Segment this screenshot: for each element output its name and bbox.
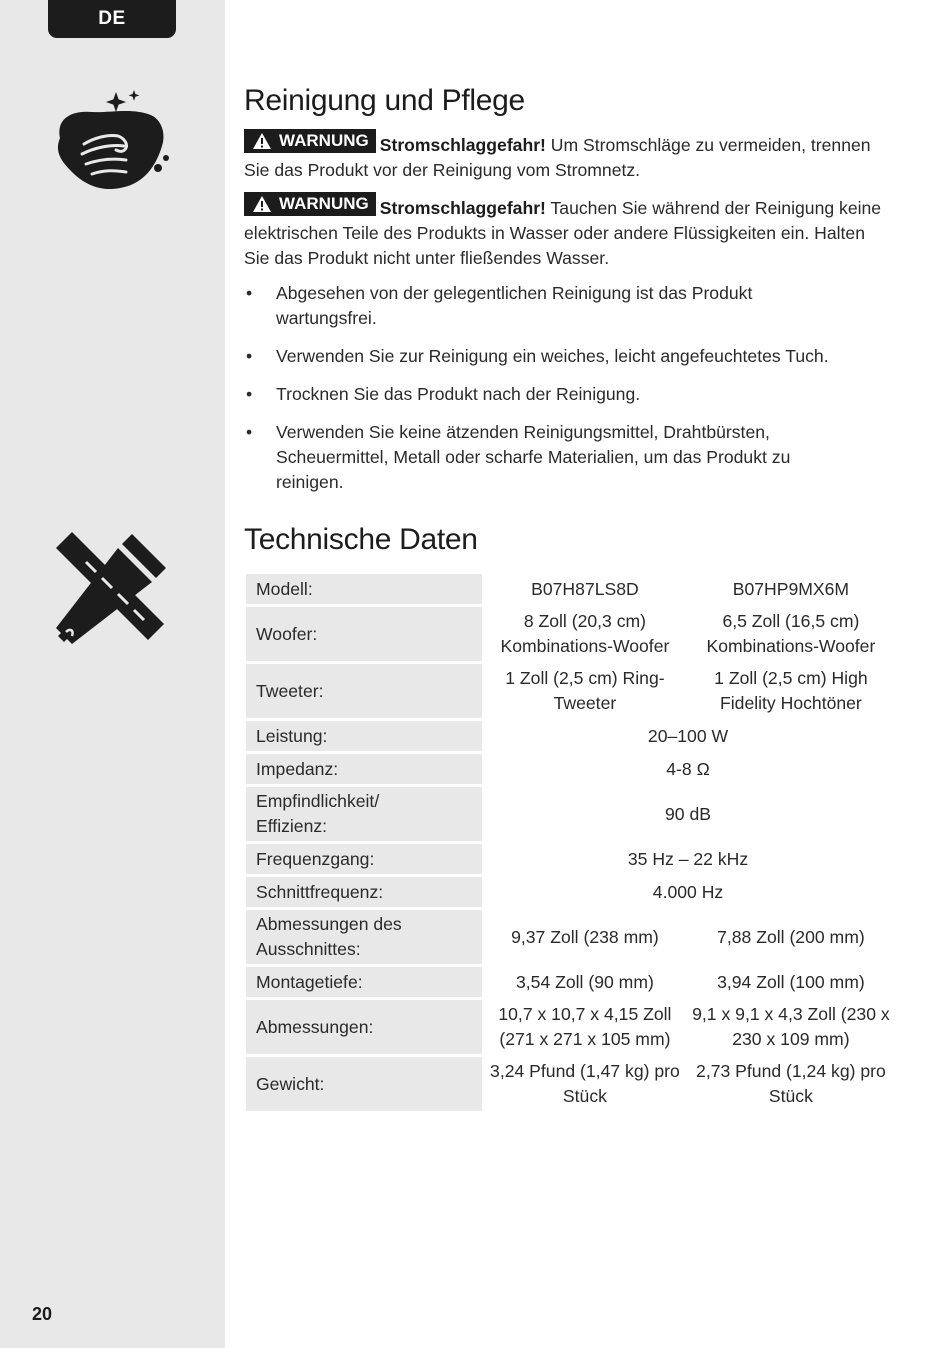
cell-model-a: 10,7 x 10,7 x 4,15 Zoll (271 x 271 x 105 mm) (498, 1004, 672, 1049)
table-row (244, 1057, 894, 1111)
cell-shared: 90 dB (665, 803, 711, 824)
warning-heading: Stromschlaggefahr! (379, 198, 546, 218)
bullet-marker: • (246, 384, 253, 404)
cell-model-b: 3,94 Zoll (100 mm) (717, 971, 865, 992)
warning-text: Tauchen Sie während der Reinigung keine elektrischen Teile des Produkts in Wasser oder andere Flüssigkeiten ein. Halten Sie das Produkt nicht unter fließendes Wasser. (244, 198, 882, 268)
cell-shared: 4.000 Hz (652, 881, 724, 902)
warning-label: WARNUNG (279, 131, 369, 150)
table-row (244, 1000, 894, 1054)
list-item (244, 281, 821, 331)
cell-model-b: B07HP9MX6M (732, 578, 850, 599)
table-row (244, 910, 894, 964)
warning-label: WARNUNG (279, 194, 369, 213)
warning-triangle-icon (252, 195, 272, 213)
list-item (244, 344, 894, 369)
warning-block-1 (244, 129, 889, 183)
cell-shared: 35 Hz – 22 kHz (627, 848, 749, 869)
row-label: Abmessungen des Ausschnittes: (244, 910, 482, 964)
cell-model-b: 7,88 Zoll (200 mm) (717, 926, 865, 947)
cell-model-b: 6,5 Zoll (16,5 cm) Kombinations-Woofer (706, 611, 876, 656)
cleaning-cloth-icon (50, 88, 174, 192)
cell-model-b: 2,73 Pfund (1,24 kg) pro Stück (696, 1061, 886, 1106)
table-row (244, 967, 894, 997)
specs-title: Technische Daten (244, 523, 478, 556)
table-row (244, 664, 894, 718)
list-item (244, 420, 838, 495)
row-label: Empfindlichkeit/ Effizienz: (244, 787, 482, 841)
sidebar (0, 0, 225, 1348)
row-label: Modell: (244, 574, 482, 604)
care-bullet-list (244, 281, 894, 508)
table-row (244, 787, 894, 841)
warning-badge (244, 129, 376, 153)
warning-text: Um Stromschläge zu vermeiden, trennen Sie das Produkt vor der Reinigung vom Stromnetz. (244, 135, 871, 180)
bullet-marker: • (246, 346, 253, 366)
cell-model-a: B07H87LS8D (531, 578, 639, 599)
list-item-text: Abgesehen von der gelegentlichen Reinigung ist das Produkt wartungsfrei. (276, 283, 753, 328)
row-label: Impedanz: (244, 754, 482, 784)
list-item-text: Trocknen Sie das Produkt nach der Reinigung. (276, 384, 641, 404)
row-label: Tweeter: (244, 664, 482, 718)
table-row (244, 574, 894, 604)
row-label: Gewicht: (244, 1057, 482, 1111)
cell-model-a: 1 Zoll (2,5 cm) Ring-Tweeter (505, 668, 665, 713)
row-label: Montagetiefe: (244, 967, 482, 997)
row-label: Schnittfrequenz: (244, 877, 482, 907)
bullet-marker: • (246, 422, 253, 442)
cell-model-b: 1 Zoll (2,5 cm) High Fidelity Hochtöner (714, 668, 868, 713)
warning-badge (244, 192, 376, 216)
list-item (244, 382, 894, 407)
table-row (244, 754, 894, 784)
cell-model-b: 9,1 x 9,1 x 4,3 Zoll (230 x 230 x 109 mm) (692, 1004, 890, 1049)
table-row (244, 721, 894, 751)
row-label: Abmessungen: (244, 1000, 482, 1054)
language-tab: DE (48, 0, 176, 38)
row-label: Leistung: (244, 721, 482, 751)
cell-model-a: 3,24 Pfund (1,47 kg) pro Stück (490, 1061, 680, 1106)
warning-triangle-icon (252, 132, 272, 150)
row-label: Frequenzgang: (244, 844, 482, 874)
page-number: 20 (32, 1304, 53, 1324)
bullet-marker: • (246, 283, 253, 303)
cell-model-a: 9,37 Zoll (238 mm) (511, 926, 659, 947)
cell-shared: 20–100 W (647, 725, 729, 746)
cell-model-a: 3,54 Zoll (90 mm) (515, 971, 654, 992)
row-label: Woofer: (244, 607, 482, 661)
table-row (244, 877, 894, 907)
table-row (244, 844, 894, 874)
cell-model-a: 8 Zoll (20,3 cm) Kombinations-Woofer (500, 611, 670, 656)
table-row (244, 607, 894, 661)
cleaning-title: Reinigung und Pflege (244, 84, 525, 117)
cell-shared: 4-8 Ω (666, 758, 710, 779)
tools-icon (52, 528, 172, 648)
list-item-text: Verwenden Sie zur Reinigung ein weiches, leicht angefeuchtetes Tuch. (276, 346, 829, 366)
list-item-text: Verwenden Sie keine ätzenden Reinigungsmittel, Drahtbürsten, Scheuermittel, Metall oder scharfe Materialien, um das Produkt zu reinigen. (276, 422, 791, 492)
warning-block-2 (244, 192, 889, 271)
warning-heading: Stromschlaggefahr! (379, 135, 546, 155)
specs-table (244, 571, 894, 1114)
